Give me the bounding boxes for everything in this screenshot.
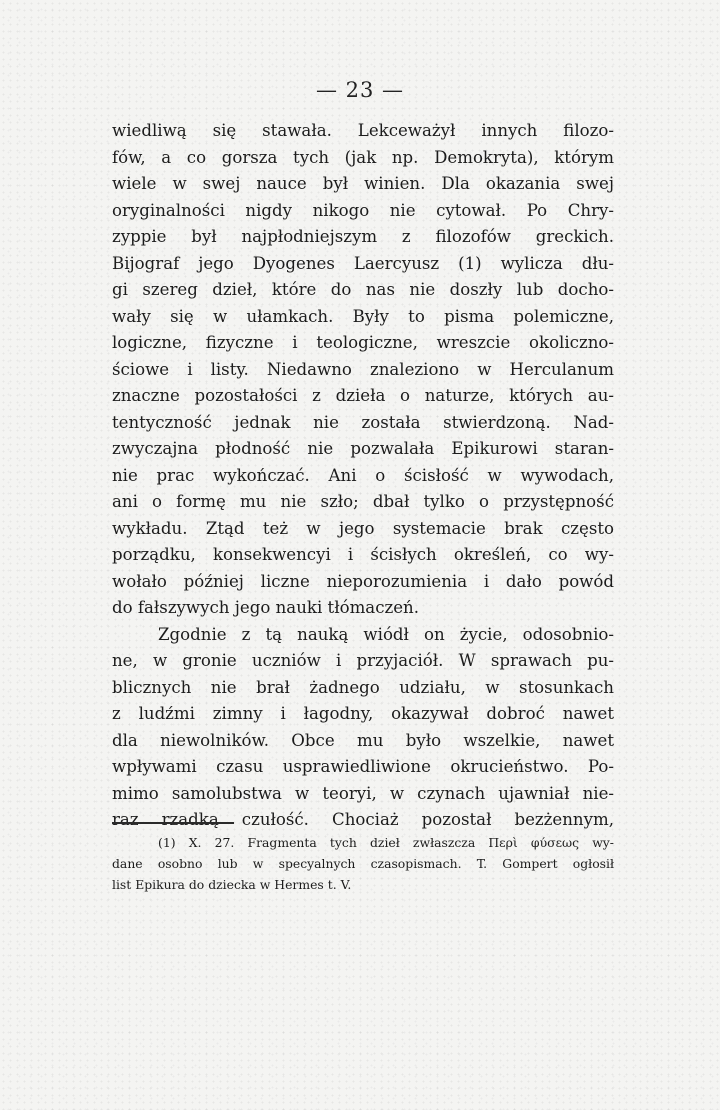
footnote [112,832,614,895]
text-line: mimo samolubstwa w teoryi, w czynach ujawniał nie- [112,783,614,803]
text-line: wiele w swej nauce był winien. Dla okazania swej [112,174,614,193]
text-line: wały się w ułamkach. Były to pisma polemiczne, [112,306,614,326]
text-line: ściowe i listy. Niedawno znaleziono w Herculanum [112,359,614,379]
text-line: blicznych nie brał żadnego udziału, w stosunkach [112,677,614,697]
footnote-line: dane osobno lub w specyalnych czasopismach. T. Gompert ogłosił [112,856,614,871]
text-line: wiedliwą się stawała. Lekceważył innych filozo- [112,121,614,140]
text-line: porządku, konsekwencyi i ścisłych określeń, co wy- [112,545,614,564]
text-line: zwyczajna płodność nie pozwalała Epikurowi staran- [112,439,614,458]
text-line: fów, a co gorsza tych (jak np. Demokryta), którym [112,147,614,167]
footnote-line: (1) X. 27. Fragmenta tych dzieł zwłaszcza Περὶ φύσεως wy- [158,835,614,850]
footnote-divider [112,822,234,824]
text-line: wołało później liczne nieporozumienia i dało powód [112,571,614,591]
text-line: nie prac wykończać. Ani o ścisłość w wywodach, [112,465,614,485]
text-line-paragraph-start: Zgodnie z tą nauką wiódł on życie, odosobnio- [158,624,614,644]
text-line: znaczne pozostałości z dzieła o naturze, których au- [112,386,614,405]
text-line: wpływami czasu usprawiedliwione okrucieństwo. Po- [112,757,614,776]
text-line: Bijograf jego Dyogenes Laercyusz (1) wylicza dłu- [112,253,614,273]
text-line-paragraph-end: do fałszywych jego nauki tłómaczeń. [112,598,420,617]
text-line: dla niewolników. Obce mu było wszelkie, nawet [112,730,614,750]
footnote-line: list Epikura do dziecka w Hermes t. V. [112,877,352,892]
text-line: raz rzadką czułość. Chociaż pozostał bezżennym, [112,810,614,829]
text-line: z ludźmi zimny i łagodny, okazywał dobroć nawet [112,704,614,723]
text-line: wykładu. Ztąd też w jego systemacie brak często [112,518,614,538]
text-line: tentyczność jednak nie została stwierdzoną. Nad- [112,412,614,432]
text-line: oryginalności nigdy nikogo nie cytował. Po Chry- [112,200,614,220]
text-line: ne, w gronie uczniów i przyjaciół. W sprawach pu- [112,651,614,670]
text-line: zyppie był najpłodniejszym z filozofów greckich. [112,227,614,246]
page-number: — 23 — [315,78,405,102]
text-line: ani o formę mu nie szło; dbał tylko o przystępność [112,492,614,511]
text-line: logiczne, fizyczne i teologiczne, wreszcie okoliczno- [112,333,614,352]
body-text [112,118,614,834]
text-line: gi szereg dzieł, które do nas nie doszły lub docho- [112,280,614,299]
